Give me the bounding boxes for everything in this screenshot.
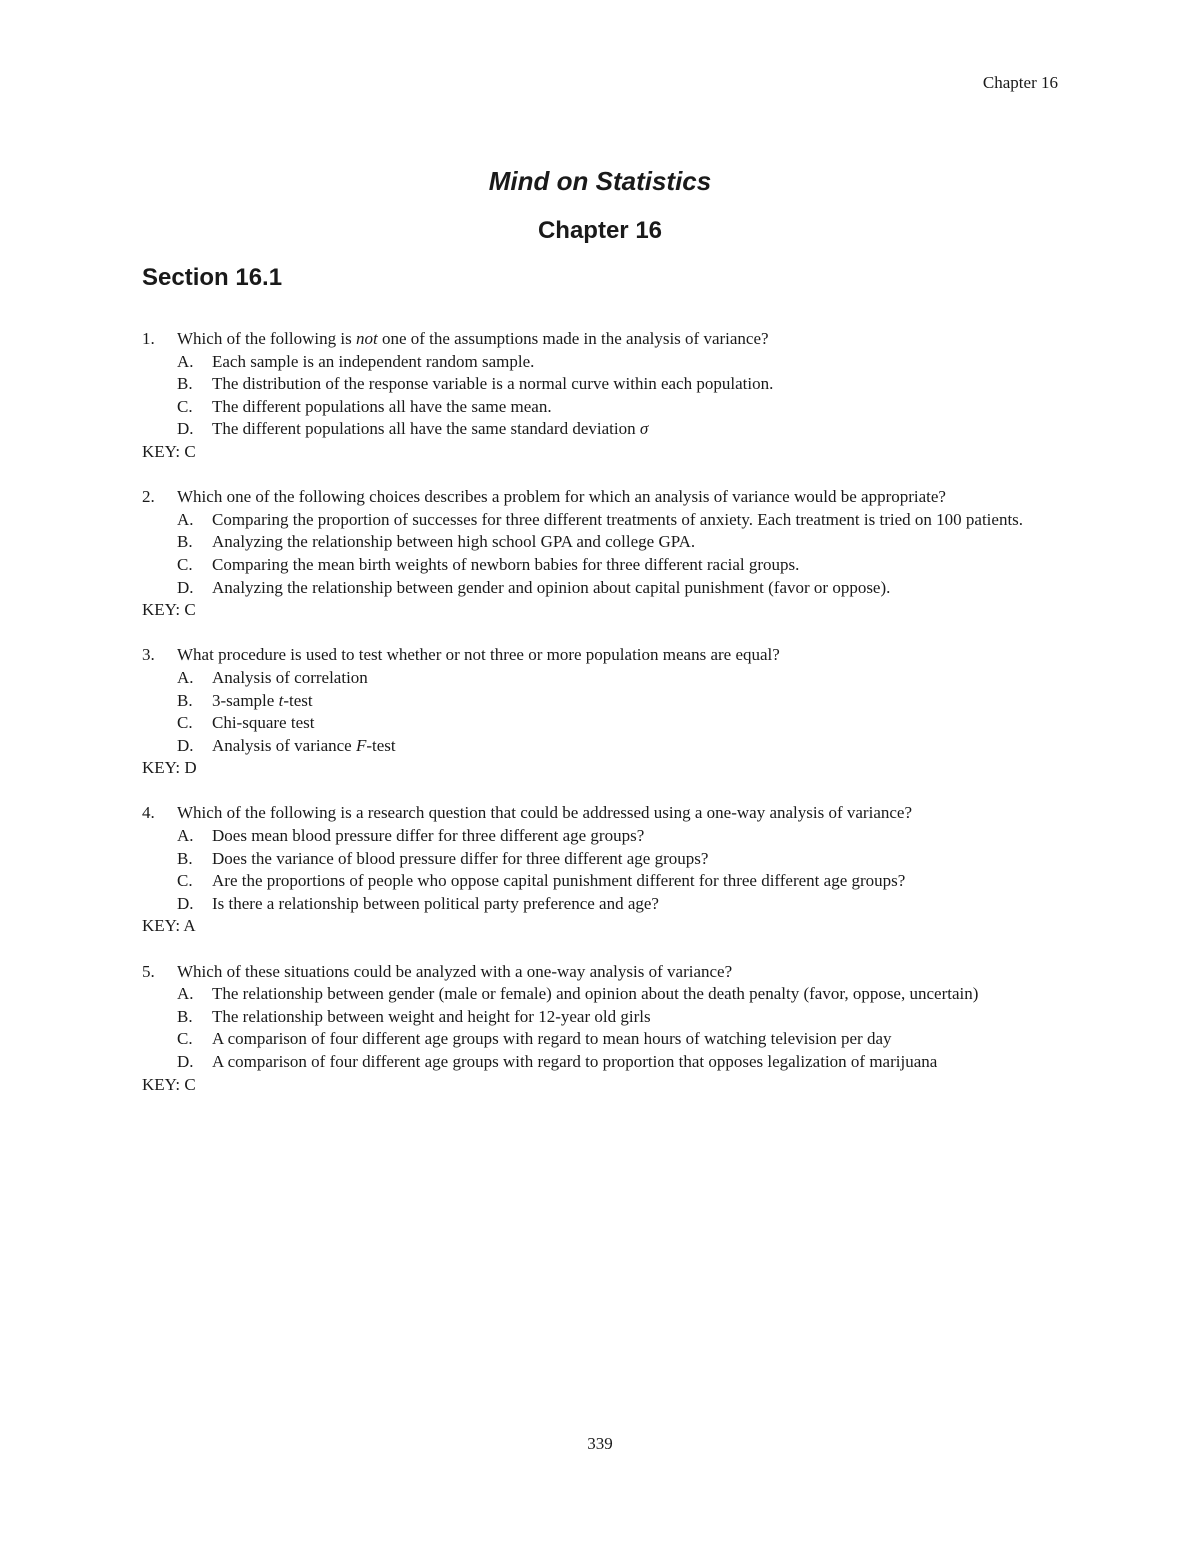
- option-letter: D.: [177, 1052, 194, 1071]
- option-letter: D.: [177, 419, 194, 439]
- option-d: [142, 893, 1062, 916]
- question-list: [142, 328, 1062, 1119]
- option-letter: C.: [177, 554, 193, 574]
- answer-key: KEY: C: [142, 1074, 196, 1094]
- option-letter: A.: [177, 984, 194, 1004]
- option-text: Are the proportions of people who oppose capital punishment different for three different age groups?: [212, 871, 906, 891]
- option-list: [142, 825, 1062, 915]
- option-a: [142, 825, 1062, 848]
- answer-key: KEY: C: [142, 600, 196, 620]
- option-a: [142, 667, 1062, 690]
- question-stem: [142, 961, 1062, 984]
- option-text: The different populations all have the same standard deviation: [212, 419, 640, 439]
- option-list: [142, 667, 1062, 757]
- option-text-after: -test: [366, 735, 396, 755]
- question-number: 4.: [142, 803, 155, 823]
- option-text: A comparison of four different age groups with regard to proportion that opposes legalization of marijuana: [212, 1052, 938, 1071]
- question-1: [142, 328, 1062, 464]
- option-b: [142, 373, 1062, 396]
- stem-emphasis: not: [355, 329, 378, 348]
- question-number: 2.: [142, 487, 155, 507]
- option-text: 3-sample: [212, 690, 279, 710]
- option-text: Analysis of correlation: [212, 667, 368, 687]
- option-text: Comparing the proportion of successes for three different treatments of anxiety. Each treatment is tried on 100 patients.: [212, 509, 1024, 529]
- question-stem: [142, 328, 1062, 351]
- answer-key: KEY: D: [142, 758, 197, 778]
- option-text: Analyzing the relationship between gender and opinion about capital punishment (favor or oppose).: [212, 577, 891, 597]
- option-a: [142, 983, 1062, 1006]
- stem-text-after: one of the assumptions made in the analysis of variance?: [377, 329, 769, 348]
- f-symbol: F: [355, 735, 367, 755]
- option-text: The distribution of the response variable is a normal curve within each population.: [212, 374, 774, 394]
- option-text: Analysis of variance: [212, 735, 356, 755]
- option-letter: D.: [177, 893, 194, 913]
- answer-key: KEY: C: [142, 441, 196, 461]
- answer-key: KEY: A: [142, 916, 196, 936]
- option-text: Does the variance of blood pressure differ for three different age groups?: [212, 848, 709, 868]
- option-text: Comparing the mean birth weights of newborn babies for three different racial groups.: [212, 554, 800, 574]
- t-symbol: t: [278, 690, 284, 710]
- stem-text: Which of the following is: [177, 329, 356, 348]
- option-letter: B.: [177, 532, 193, 552]
- option-letter: A.: [177, 509, 194, 529]
- option-letter: A.: [177, 826, 194, 846]
- option-list: [142, 351, 1062, 441]
- option-letter: B.: [177, 690, 193, 710]
- option-c: [142, 396, 1062, 419]
- option-text: The relationship between gender (male or female) and opinion about the death penalty (favor, oppose, uncertain): [212, 984, 979, 1004]
- option-text: Chi-square test: [212, 713, 315, 733]
- option-letter: C.: [177, 871, 193, 891]
- question-number: 3.: [142, 645, 155, 665]
- option-letter: B.: [177, 374, 193, 394]
- option-letter: D.: [177, 577, 194, 597]
- sigma-symbol: σ: [639, 419, 649, 439]
- running-head: Chapter 16: [982, 73, 1058, 92]
- option-d: [142, 1051, 1062, 1074]
- option-text: A comparison of four different age groups with regard to mean hours of watching television per day: [212, 1029, 892, 1049]
- stem-text: Which one of the following choices describes a problem for which an analysis of variance would be appropriate?: [177, 487, 946, 507]
- option-d: [142, 577, 1062, 600]
- option-letter: C.: [177, 713, 193, 733]
- option-c: [142, 1028, 1062, 1051]
- page-number: 339: [587, 1434, 613, 1453]
- option-letter: C.: [177, 396, 193, 416]
- option-c: [142, 870, 1062, 893]
- question-3: [142, 644, 1062, 780]
- question-5: [142, 961, 1062, 1097]
- option-b: [142, 848, 1062, 871]
- option-b: [142, 531, 1062, 554]
- question-stem: [142, 802, 1062, 825]
- document-title: Mind on Statistics: [488, 166, 712, 196]
- option-b: [142, 690, 1062, 713]
- question-number: 1.: [142, 329, 155, 348]
- option-text-after: -test: [283, 690, 313, 710]
- option-text: Each sample is an independent random sample.: [212, 351, 535, 371]
- chapter-title: Chapter 16: [537, 217, 663, 244]
- option-d: [142, 735, 1062, 758]
- question-4: [142, 802, 1062, 938]
- option-list: [142, 983, 1062, 1073]
- section-title: Section 16.1: [142, 264, 283, 291]
- option-letter: B.: [177, 1006, 193, 1026]
- option-text: The relationship between weight and height for 12-year old girls: [212, 1006, 651, 1026]
- option-text: Does mean blood pressure differ for three different age groups?: [212, 826, 645, 846]
- option-text: Is there a relationship between political party preference and age?: [212, 893, 659, 913]
- stem-text: Which of these situations could be analyzed with a one-way analysis of variance?: [177, 961, 733, 981]
- option-letter: D.: [177, 735, 194, 755]
- option-letter: C.: [177, 1029, 193, 1049]
- question-stem: [142, 486, 1062, 509]
- option-letter: B.: [177, 848, 193, 868]
- option-letter: A.: [177, 351, 194, 371]
- option-c: [142, 554, 1062, 577]
- question-number: 5.: [142, 961, 155, 981]
- stem-text: Which of the following is a research question that could be addressed using a one-way analysis of variance?: [177, 803, 913, 823]
- option-letter: A.: [177, 667, 194, 687]
- option-a: [142, 351, 1062, 374]
- stem-text: What procedure is used to test whether or not three or more population means are equal?: [177, 645, 780, 665]
- option-a: [142, 509, 1062, 532]
- option-c: [142, 712, 1062, 735]
- option-d: [142, 418, 1062, 441]
- question-stem: [142, 644, 1062, 667]
- option-b: [142, 1006, 1062, 1029]
- question-2: [142, 486, 1062, 622]
- option-text: The different populations all have the same mean.: [212, 396, 552, 416]
- option-list: [142, 509, 1062, 599]
- option-text: Analyzing the relationship between high school GPA and college GPA.: [212, 532, 696, 552]
